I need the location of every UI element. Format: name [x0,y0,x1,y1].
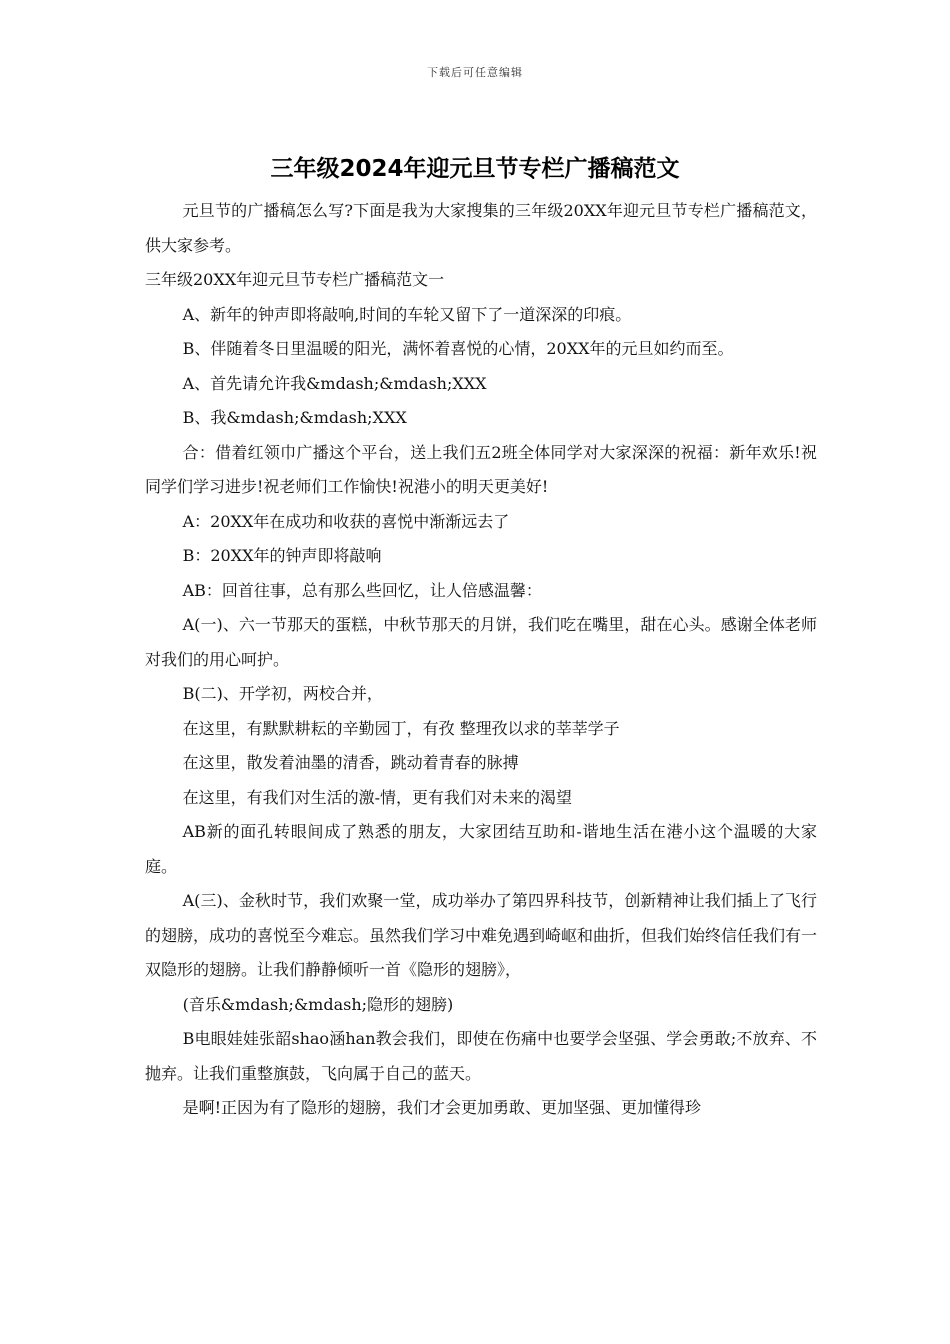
paragraph: B、我&mdash;&mdash;XXX [182,408,407,427]
paragraph: B：20XX年的钟声即将敲响 [182,546,382,565]
paragraph: AB新的面孔转眼间成了熟悉的朋友，大家团结互助和-谐地生活在港小这个温暖的大家庭。 [145,822,817,876]
paragraph: 在这里，有我们对生活的激-情，更有我们对未来的渴望 [182,787,573,807]
paragraph: 元旦节的广播稿怎么写?下面是我为大家搜集的三年级20XX年迎元旦节专栏广播稿范文，供大家参考。 [145,201,817,255]
paragraph: A：20XX年在成功和收获的喜悦中渐渐远去了 [182,511,510,531]
paragraph: 在这里，散发着油墨的清香，跳动着青春的脉搏 [182,753,519,772]
document-body [145,194,817,1126]
document-title: 三年级2024年迎元旦节专栏广播稿范文 [270,156,680,182]
paragraph: A、新年的钟声即将敲响,时间的车轮又留下了一道深深的印痕。 [182,304,632,324]
paragraph: B、伴随着冬日里温暖的阳光，满怀着喜悦的心情，20XX年的元旦如约而至。 [182,339,734,358]
paragraph: 在这里，有默默耕耘的辛勤园丁，有孜 整理孜以求的莘莘学子 [182,718,620,738]
paragraph: 合：借着红领巾广播这个平台，送上我们五2班全体同学对大家深深的祝福：新年欢乐!祝同学们学习进步!祝老师们工作愉快!祝港小的明天更美好! [145,442,817,496]
paragraph: A(一)、六一节那天的蛋糕，中秋节那天的月饼，我们吃在嘴里，甜在心头。感谢全体老师对我们的用心呵护。 [145,615,817,669]
paragraph: A(三)、金秋时节，我们欢聚一堂，成功举办了第四界科技节，创新精神让我们插上了飞行的翅膀，成功的喜悦至今难忘。虽然我们学习中难免遇到崎岖和曲折，但我们始终信任我们有一双隐形的翅膀。让我们静静倾听一首《隐形的翅膀》， [145,891,818,979]
header-note: 下载后可任意编辑 [427,66,523,79]
paragraph: B电眼娃娃张韶shao涵han教会我们，即使在伤痛中也要学会坚强、学会勇敢;不放弃、不抛弃。让我们重整旗鼓，飞向属于自己的蓝天。 [145,1029,817,1083]
paragraph: (音乐&mdash;&mdash;隐形的翅膀) [182,994,454,1014]
section-heading: 三年级20XX年迎元旦节专栏广播稿范文一 [145,270,445,289]
paragraph: A、首先请允许我&mdash;&mdash;XXX [182,373,487,393]
paragraph: B(二)、开学初，两校合并， [182,684,383,703]
paragraph: AB：回首往事，总有那么些回忆，让人倍感温馨： [182,580,542,600]
paragraph: 是啊!正因为有了隐形的翅膀，我们才会更加勇敢、更加坚强、更加懂得珍 [182,1098,702,1117]
